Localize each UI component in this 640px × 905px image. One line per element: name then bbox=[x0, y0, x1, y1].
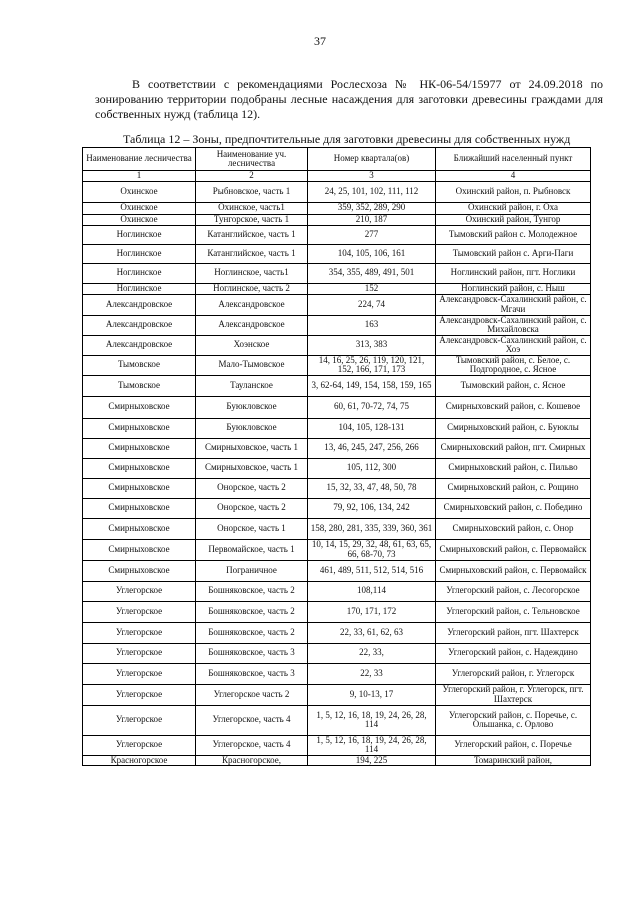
cell-district-forestry: Смирныховское, часть 1 bbox=[196, 458, 308, 478]
cell-district-forestry: Бошняковское, часть 3 bbox=[196, 663, 308, 684]
cell-district-forestry: Тауланское bbox=[196, 375, 308, 396]
cell-settlement: Смирныховский район, с. Первомайск bbox=[436, 539, 591, 560]
cell-forestry: Смирныховское bbox=[83, 458, 196, 478]
cell-settlement: Томаринский район, bbox=[436, 755, 591, 766]
table-row bbox=[83, 225, 591, 244]
cell-settlement: Охинский район, п. Рыбновск bbox=[436, 181, 591, 202]
cell-district-forestry: Катанглийское, часть 1 bbox=[196, 244, 308, 263]
cell-forestry: Ноглинское bbox=[83, 263, 196, 283]
cell-district-forestry: Бошняковское, часть 2 bbox=[196, 622, 308, 643]
intro-paragraph bbox=[95, 77, 603, 122]
table-row bbox=[83, 315, 591, 335]
cell-forestry: Углегорское bbox=[83, 735, 196, 755]
table-row bbox=[83, 244, 591, 263]
cell-district-forestry: Буюкловское bbox=[196, 418, 308, 438]
cell-settlement: Тымовский район, с. Белое, с. Подгородное, с. Ясное bbox=[436, 355, 591, 375]
cell-settlement: Смирныховский район, с. Онор bbox=[436, 518, 591, 539]
cell-district-forestry: Катанглийское, часть 1 bbox=[196, 225, 308, 244]
cell-settlement: Охинский район, г. Оха bbox=[436, 202, 591, 214]
table-row bbox=[83, 705, 591, 735]
cell-quarters: 224, 74 bbox=[308, 294, 436, 315]
cell-district-forestry: Александровское bbox=[196, 315, 308, 335]
table-row bbox=[83, 202, 591, 214]
column-number-row bbox=[83, 171, 591, 182]
cell-settlement: Тымовский район с. Молодежное bbox=[436, 225, 591, 244]
cell-district-forestry: Онорское, часть 2 bbox=[196, 478, 308, 498]
table-row bbox=[83, 622, 591, 643]
table-row bbox=[83, 355, 591, 375]
cell-quarters: 13, 46, 245, 247, 256, 266 bbox=[308, 438, 436, 458]
table-row bbox=[83, 755, 591, 766]
table-row bbox=[83, 735, 591, 755]
table-row bbox=[83, 581, 591, 601]
table-row bbox=[83, 283, 591, 294]
cell-district-forestry: Ноглинское, часть 2 bbox=[196, 283, 308, 294]
table-row bbox=[83, 539, 591, 560]
cell-settlement: Смирныховский район, с. Кошевое bbox=[436, 396, 591, 418]
table-row bbox=[83, 214, 591, 225]
cell-forestry: Смирныховское bbox=[83, 438, 196, 458]
zones-table bbox=[82, 147, 591, 766]
cell-quarters: 313, 383 bbox=[308, 335, 436, 355]
table-row bbox=[83, 560, 591, 581]
cell-forestry: Углегорское bbox=[83, 663, 196, 684]
cell-forestry: Смирныховское bbox=[83, 396, 196, 418]
cell-district-forestry: Ноглинское, часть1 bbox=[196, 263, 308, 283]
cell-settlement: Ноглинский район, с. Ныш bbox=[436, 283, 591, 294]
cell-quarters: 210, 187 bbox=[308, 214, 436, 225]
cell-quarters: 22, 33, bbox=[308, 643, 436, 663]
table-row bbox=[83, 294, 591, 315]
cell-quarters: 1, 5, 12, 16, 18, 19, 24, 26, 28, 114 bbox=[308, 735, 436, 755]
cell-district-forestry: Онорское, часть 1 bbox=[196, 518, 308, 539]
cell-quarters: 105, 112, 300 bbox=[308, 458, 436, 478]
cell-district-forestry: Мало-Тымовское bbox=[196, 355, 308, 375]
cell-quarters: 152 bbox=[308, 283, 436, 294]
table-row bbox=[83, 396, 591, 418]
cell-settlement: Углегорский район, пгт. Шахтерск bbox=[436, 622, 591, 643]
cell-quarters: 79, 92, 106, 134, 242 bbox=[308, 498, 436, 518]
cell-forestry: Углегорское bbox=[83, 622, 196, 643]
column-number: 4 bbox=[436, 171, 591, 182]
cell-quarters: 14, 16, 25, 26, 119, 120, 121, 152, 166, 171, 173 bbox=[308, 355, 436, 375]
header-district-forestry: Наименование уч. лесничества bbox=[196, 148, 308, 171]
cell-quarters: 194, 225 bbox=[308, 755, 436, 766]
header-quarters: Номер квартала(ов) bbox=[308, 148, 436, 171]
cell-district-forestry: Первомайское, часть 1 bbox=[196, 539, 308, 560]
cell-settlement: Тымовский район с. Арги-Паги bbox=[436, 244, 591, 263]
cell-district-forestry: Буюкловское bbox=[196, 396, 308, 418]
cell-forestry: Углегорское bbox=[83, 705, 196, 735]
cell-settlement: Смирныховский район, с. Победино bbox=[436, 498, 591, 518]
cell-quarters: 158, 280, 281, 335, 339, 360, 361 bbox=[308, 518, 436, 539]
cell-forestry: Охинское bbox=[83, 202, 196, 214]
table-row bbox=[83, 601, 591, 622]
table-header bbox=[83, 148, 591, 182]
cell-forestry: Охинское bbox=[83, 214, 196, 225]
table-row bbox=[83, 478, 591, 498]
header-row bbox=[83, 148, 591, 171]
cell-settlement: Смирныховский район, с. Пильво bbox=[436, 458, 591, 478]
cell-forestry: Охинское bbox=[83, 181, 196, 202]
cell-quarters: 24, 25, 101, 102, 111, 112 bbox=[308, 181, 436, 202]
cell-settlement: Углегорский район, с. Лесогорское bbox=[436, 581, 591, 601]
cell-settlement: Смирныховский район, с. Рощино bbox=[436, 478, 591, 498]
cell-quarters: 277 bbox=[308, 225, 436, 244]
cell-forestry: Углегорское bbox=[83, 601, 196, 622]
cell-district-forestry: Бошняковское, часть 2 bbox=[196, 601, 308, 622]
page-number: 37 bbox=[314, 34, 326, 48]
cell-quarters: 3, 62-64, 149, 154, 158, 159, 165 bbox=[308, 375, 436, 396]
cell-quarters: 10, 14, 15, 29, 32, 48, 61, 63, 65, 66, 68-70, 73 bbox=[308, 539, 436, 560]
table-row bbox=[83, 684, 591, 705]
cell-settlement: Смирныховский район, пгт. Смирных bbox=[436, 438, 591, 458]
table-caption: Таблица 12 – Зоны, предпочтительные для заготовки древесины для собственных нужд bbox=[123, 132, 571, 146]
cell-forestry: Александровское bbox=[83, 335, 196, 355]
cell-district-forestry: Красногорское, bbox=[196, 755, 308, 766]
table-row bbox=[83, 181, 591, 202]
table-row bbox=[83, 335, 591, 355]
cell-district-forestry: Рыбновское, часть 1 bbox=[196, 181, 308, 202]
cell-district-forestry: Онорское, часть 2 bbox=[196, 498, 308, 518]
cell-district-forestry: Хоэнское bbox=[196, 335, 308, 355]
cell-forestry: Ноглинское bbox=[83, 244, 196, 263]
cell-forestry: Тымовское bbox=[83, 355, 196, 375]
cell-settlement: Александровск-Сахалинский район, с. Хоэ bbox=[436, 335, 591, 355]
cell-forestry: Ноглинское bbox=[83, 283, 196, 294]
header-forestry: Наименование лесничества bbox=[83, 148, 196, 171]
cell-settlement: Углегорский район, с. Поречье bbox=[436, 735, 591, 755]
cell-settlement: Александровск-Сахалинский район, с. Михайловска bbox=[436, 315, 591, 335]
cell-forestry: Красногорское bbox=[83, 755, 196, 766]
cell-forestry: Александровское bbox=[83, 315, 196, 335]
cell-forestry: Тымовское bbox=[83, 375, 196, 396]
cell-quarters: 163 bbox=[308, 315, 436, 335]
table-body bbox=[83, 181, 591, 766]
cell-settlement: Углегорский район, с. Тельновское bbox=[436, 601, 591, 622]
cell-forestry: Углегорское bbox=[83, 581, 196, 601]
cell-settlement: Углегорский район, с. Поречье, с. Ольшанка, с. Орлово bbox=[436, 705, 591, 735]
column-number: 2 bbox=[196, 171, 308, 182]
table-row bbox=[83, 518, 591, 539]
table-row bbox=[83, 498, 591, 518]
cell-quarters: 15, 32, 33, 47, 48, 50, 78 bbox=[308, 478, 436, 498]
cell-district-forestry: Тунгорское, часть 1 bbox=[196, 214, 308, 225]
cell-forestry: Смирныховское bbox=[83, 498, 196, 518]
table-row bbox=[83, 263, 591, 283]
cell-quarters: 22, 33, 61, 62, 63 bbox=[308, 622, 436, 643]
cell-district-forestry: Углегорское, часть 4 bbox=[196, 735, 308, 755]
cell-forestry: Смирныховское bbox=[83, 560, 196, 581]
cell-quarters: 104, 105, 128-131 bbox=[308, 418, 436, 438]
cell-forestry: Александровское bbox=[83, 294, 196, 315]
cell-district-forestry: Александровское bbox=[196, 294, 308, 315]
cell-forestry: Смирныховское bbox=[83, 518, 196, 539]
intro-text: В соответствии с рекомендациями Рослесхоза № НК-06-54/15977 от 24.09.2018 по зонированию территории подобраны лесные насаждения для заготовки древесины граждами для собственных нужд (таблица 12). bbox=[95, 77, 603, 121]
cell-quarters: 170, 171, 172 bbox=[308, 601, 436, 622]
table-row bbox=[83, 663, 591, 684]
cell-district-forestry: Углегорское, часть 4 bbox=[196, 705, 308, 735]
cell-quarters: 1, 5, 12, 16, 18, 19, 24, 26, 28, 114 bbox=[308, 705, 436, 735]
cell-district-forestry: Пограничное bbox=[196, 560, 308, 581]
cell-forestry: Смирныховское bbox=[83, 478, 196, 498]
cell-district-forestry: Смирныховское, часть 1 bbox=[196, 438, 308, 458]
cell-forestry: Углегорское bbox=[83, 643, 196, 663]
header-settlement: Ближайший населенный пункт bbox=[436, 148, 591, 171]
table-row bbox=[83, 643, 591, 663]
cell-district-forestry: Бошняковское, часть 2 bbox=[196, 581, 308, 601]
cell-forestry: Смирныховское bbox=[83, 539, 196, 560]
cell-quarters: 359, 352, 289, 290 bbox=[308, 202, 436, 214]
cell-forestry: Ноглинское bbox=[83, 225, 196, 244]
column-number: 3 bbox=[308, 171, 436, 182]
cell-quarters: 9, 10-13, 17 bbox=[308, 684, 436, 705]
cell-settlement: Тымовский район, с. Ясное bbox=[436, 375, 591, 396]
cell-quarters: 104, 105, 106, 161 bbox=[308, 244, 436, 263]
cell-forestry: Углегорское bbox=[83, 684, 196, 705]
table-row bbox=[83, 418, 591, 438]
cell-forestry: Смирныховское bbox=[83, 418, 196, 438]
cell-settlement: Углегорский район, г. Углегорск bbox=[436, 663, 591, 684]
cell-district-forestry: Углегорское часть 2 bbox=[196, 684, 308, 705]
column-number: 1 bbox=[83, 171, 196, 182]
cell-settlement: Ноглинский район, пгт. Ноглики bbox=[436, 263, 591, 283]
cell-settlement: Смирныховский район, с. Первомайск bbox=[436, 560, 591, 581]
cell-settlement: Углегорский район, с. Надеждино bbox=[436, 643, 591, 663]
cell-quarters: 108,114 bbox=[308, 581, 436, 601]
cell-quarters: 354, 355, 489, 491, 501 bbox=[308, 263, 436, 283]
cell-district-forestry: Охинское, часть1 bbox=[196, 202, 308, 214]
cell-district-forestry: Бошняковское, часть 3 bbox=[196, 643, 308, 663]
cell-settlement: Смирныховский район, с. Буюклы bbox=[436, 418, 591, 438]
cell-settlement: Александровск-Сахалинский район, с. Мгачи bbox=[436, 294, 591, 315]
cell-quarters: 60, 61, 70-72, 74, 75 bbox=[308, 396, 436, 418]
table-row bbox=[83, 438, 591, 458]
table-row bbox=[83, 375, 591, 396]
cell-quarters: 461, 489, 511, 512, 514, 516 bbox=[308, 560, 436, 581]
cell-settlement: Углегорский район, г. Углегорск, пгт. Шахтерск bbox=[436, 684, 591, 705]
table-row bbox=[83, 458, 591, 478]
cell-quarters: 22, 33 bbox=[308, 663, 436, 684]
cell-settlement: Охинский район, Тунгор bbox=[436, 214, 591, 225]
